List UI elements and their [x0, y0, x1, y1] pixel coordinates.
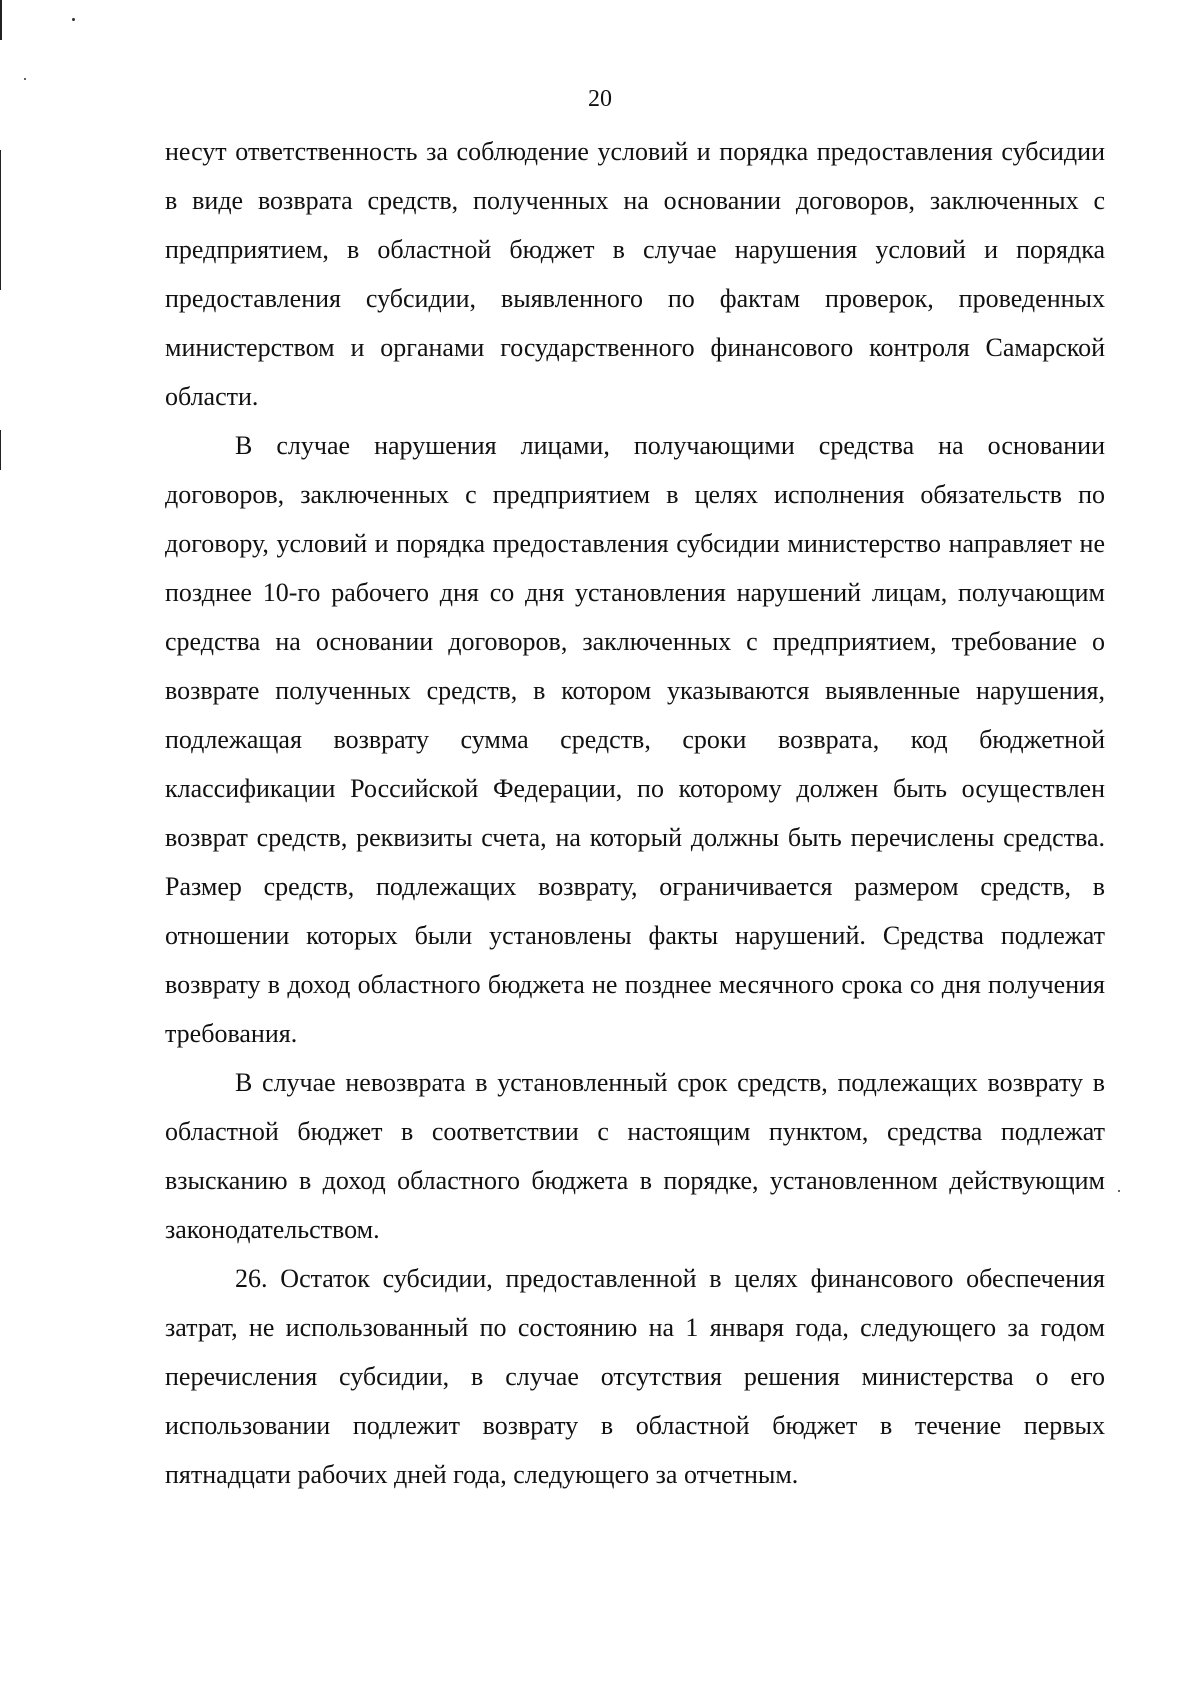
paragraph-non-return: В случае невозврата в установленный срок средств, подлежащих возврату в областной бюджет в соответствии с настоящим пунктом, средства подлежат взысканию в доход областного бюджета в порядке, установленном действующим законодательством. [165, 1068, 1105, 1244]
document-body [165, 127, 1105, 1499]
paragraph-item-26: 26. Остаток субсидии, предоставленной в целях финансового обеспечения затрат, не использованный по состоянию на 1 января года, следующего за годом перечисления субсидии, в случае отсутствия решения министерства о его использовании подлежит возврату в областной бюджет в течение первых пятнадцати рабочих дней года, следующего за отчетным. [165, 1264, 1105, 1489]
paragraph-violation-claim: В случае нарушения лицами, получающими средства на основании договоров, заключенных с предприятием в целях исполнения обязательств по договору, условий и порядка предоставления субсидии министерство направляет не позднее 10-го рабочего дня со дня установления нарушений лицам, получающим средства на основании договоров, заключенных с предприятием, требование о возврате полученных средств, в котором указываются выявленные нарушения, подлежащая возврату сумма средств, сроки возврата, код бюджетной классификации Российской Федерации, по которому должен быть осуществлен возврат средств, реквизиты счета, на который должны быть перечислены средства. Размер средств, подлежащих возврату, ограничивается размером средств, в отношении которых были установлены факты нарушений. Средства подлежат возврату в доход областного бюджета не позднее месячного срока со дня получения требования. [165, 431, 1105, 1048]
scan-speck [1118, 1190, 1120, 1192]
scan-speck [72, 18, 75, 21]
paragraph-continuation: несут ответственность за соблюдение условий и порядка предоставления субсидии в виде возврата средств, полученных на основании договоров, заключенных с предприятием, в областной бюджет в случае нарушения условий и порядка предоставления субсидии, выявленного по фактам проверок, проведенных министерством и органами государственного финансового контроля Самарской области. [165, 137, 1105, 411]
scan-edge-mark [0, 0, 2, 40]
scan-speck [24, 78, 26, 80]
page-number: 20 [588, 86, 612, 112]
scan-edge-mark [0, 150, 1, 290]
scan-edge-mark [0, 430, 1, 470]
